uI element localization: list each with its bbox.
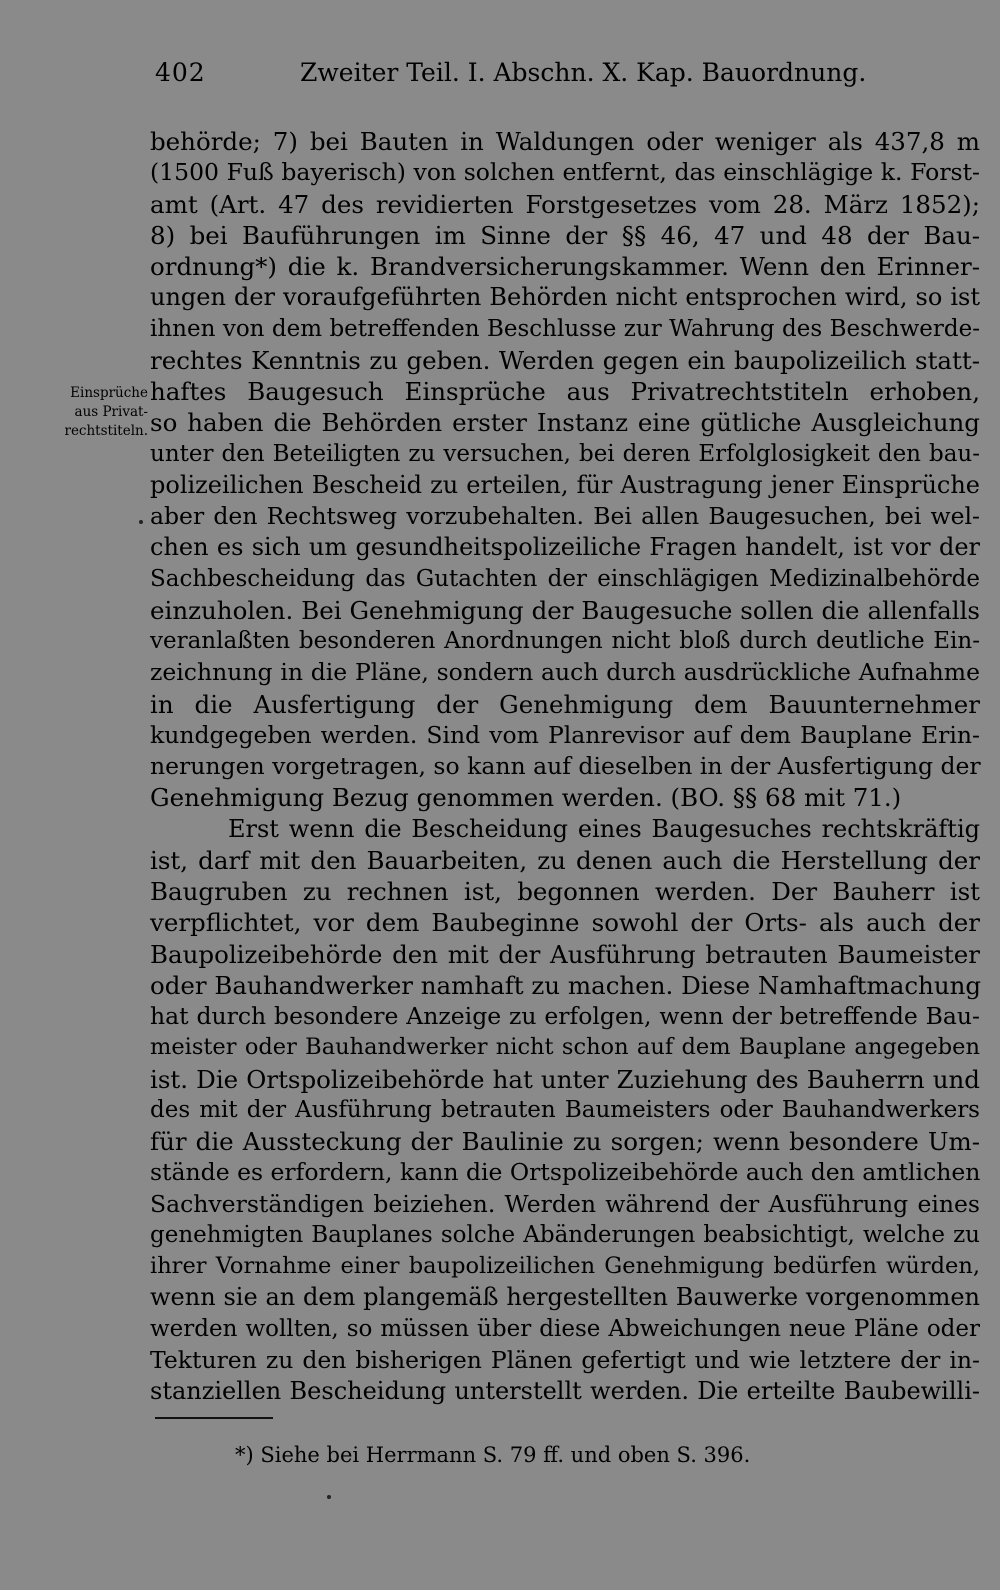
text-line: ihnen von dem betreffenden Beschlusse zur Wahrung des Beschwerde- [150,315,980,342]
text-line: ist. Die Ortspolizeibehörde hat unter Zuziehung des Bauherrn und [150,1064,980,1094]
page-number: 402 [155,58,206,87]
text-line: unter den Beteiligten zu versuchen, bei deren Erfolglosigkeit den bau- [150,440,980,467]
text-line: wenn sie an dem plangemäß hergestellten Bauwerke vorgenommen [150,1283,980,1312]
text-line: Genehmigung Bezug genommen werden. (BO. §§ 68 mit 71.) [150,783,902,813]
text-line: 8) bei Bauführungen im Sinne der §§ 46, 47 und 48 der Bau- [150,220,980,250]
text-line: werden wollten, so müssen über diese Abweichungen neue Pläne oder [150,1315,980,1342]
text-line: des mit der Ausführung betrauten Baumeisters oder Bauhandwerkers [150,1096,980,1123]
text-line: stände es erfordern, kann die Ortspolizeibehörde auch den amtlichen [150,1158,981,1187]
text-line: chen es sich um gesundheitspolizeiliche Fragen handelt, ist vor der [150,533,980,562]
text-line: ordnung*) die k. Brandversicherungskammer. Wenn den Erinner- [150,252,980,281]
footnote: *) Siehe bei Herrmann S. 79 ff. und oben S. 396. [235,1443,751,1467]
margin-note-line: aus Privat- [74,404,148,420]
margin-note-line: rechtstiteln. [64,423,148,439]
text-line: so haben die Behörden erster Instanz eine gütliche Ausgleichung [150,408,980,438]
text-line: zeichnung in die Pläne, sondern auch durch ausdrückliche Aufnahme [150,658,980,687]
text-line: ihrer Vornahme einer baupolizeilichen Genehmigung bedürfen würden, [150,1253,980,1279]
page-header [150,58,980,92]
text-line: verpflichtet, vor dem Baubeginne sowohl der Orts- als auch der [150,908,980,938]
text-line: meister oder Bauhandwerker nicht schon auf dem Bauplane angegeben [150,1034,980,1061]
text-line: oder Bauhandwerker namhaft zu machen. Diese Namhaftmachung [150,970,982,1000]
text-line: polizeilichen Bescheid zu erteilen, für Austragung jener Einsprüche [150,470,980,499]
text-line: ist, darf mit den Bauarbeiten, zu denen auch die Herstellung der [150,845,980,875]
text-line: ungen der voraufgeführten Behörden nicht entsprochen wird, so ist [150,283,980,312]
text-line: rechtes Kenntnis zu geben. Werden gegen ein baupolizeilich statt- [150,345,980,375]
text-line: Baugruben zu rechnen ist, begonnen werden. Der Bauherr ist [150,877,980,906]
text-line: Sachverständigen beiziehen. Werden während der Ausführung eines [150,1189,980,1218]
margin-note-line: Einsprüche [70,385,148,401]
text-line: einzuholen. Bei Genehmigung der Baugesuche sollen die allenfalls [150,595,980,625]
text-line: Erst wenn die Bescheidung eines Baugesuches rechtskräftig [228,814,980,843]
text-line: Tekturen zu den bisherigen Plänen gefertigt und wie letztere der in- [150,1345,980,1374]
text-line: genehmigten Bauplanes solche Abänderungen beabsichtigt, welche zu [150,1221,980,1248]
text-line: aber den Rechtsweg vorzubehalten. Bei allen Baugesuchen, bei wel- [150,502,980,530]
text-line: in die Ausfertigung der Genehmigung dem Bauunternehmer [150,689,980,719]
text-line: behörde; 7) bei Bauten in Waldungen oder weniger als 437,8 m [150,127,980,156]
print-speck [139,520,143,524]
body-text [150,126,980,1407]
text-line: kundgegeben werden. Sind vom Planrevisor auf dem Bauplane Erin- [150,720,980,749]
text-line: Baupolizeibehörde den mit der Ausführung betrauten Baumeister [150,939,980,969]
text-line: haftes Baugesuch Einsprüche aus Privatrechtstiteln erhoben, [150,377,980,406]
margin-note [46,384,148,441]
text-line: amt (Art. 47 des revidierten Forstgesetzes vom 28. März 1852); [150,189,980,219]
text-line: (1500 Fuß bayerisch) von solchen entfernt, das einschlägige k. Forst- [150,158,980,187]
footnote-rule [155,1417,273,1419]
text-line: stanziellen Bescheidung unterstellt werden. Die erteilte Baubewilli- [150,1377,980,1405]
text-line: nerungen vorgetragen, so kann auf dieselben in der Ausfertigung der [150,752,981,780]
print-speck [327,1495,331,1499]
text-line: für die Aussteckung der Baulinie zu sorgen; wenn besondere Um- [150,1127,980,1156]
text-line: veranlaßten besonderen Anordnungen nicht bloß durch deutliche Ein- [150,628,980,654]
text-line: hat durch besondere Anzeige zu erfolgen, wenn der betreffende Bau- [150,1002,980,1030]
text-line: Sachbescheidung das Gutachten der einschlägigen Medizinalbehörde [150,565,980,592]
running-head: Zweiter Teil. I. Abschn. X. Kap. Bauordnung. [300,58,867,87]
